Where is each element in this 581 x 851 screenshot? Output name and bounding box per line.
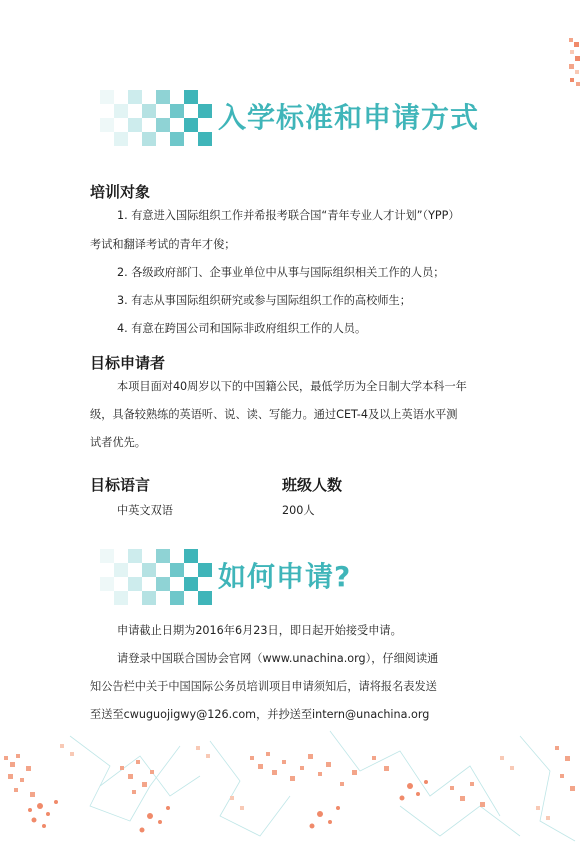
class-size-title: 班级人数 [282, 476, 343, 494]
apply-line: 至送至cwuguojigwy@126.com，并抄送至intern@unachina.org [90, 708, 430, 721]
section-header-how-to-apply [100, 549, 520, 605]
training-target-item: 考试和翻译考试的青年才俊； [90, 238, 236, 251]
training-target-item: 4. 有意在跨国公司和国际非政府组织工作的人员。 [117, 322, 367, 335]
section-header-admission [100, 90, 520, 146]
training-target-item: 3. 有志从事国际组织研究或参与国际组织工作的高校师生； [117, 294, 411, 307]
target-applicants-line: 试者优先。 [90, 436, 146, 449]
apply-line: 请登录中国联合国协会官网（www.unachina.org），仔细阅读通 [117, 652, 439, 665]
target-language-title: 目标语言 [90, 476, 151, 494]
training-targets-title: 培训对象 [90, 183, 151, 201]
section-heading: 如何申请? [218, 560, 352, 593]
class-size-value: 200人 [282, 504, 315, 517]
corner-pattern-decoration [567, 36, 581, 90]
target-applicants-line: 级，具备较熟练的英语听、说、读、写能力。通过CET-4及以上英语水平测 [90, 408, 458, 421]
target-applicants-title: 目标申请者 [90, 354, 166, 372]
target-applicants-line: 本项目面对40周岁以下的中国籍公民，最低学历为全日制大学本科一年 [117, 380, 467, 393]
training-target-item: 2. 各级政府部门、企事业单位中从事与国际组织相关工作的人员； [117, 266, 445, 279]
training-target-item: 1. 有意进入国际组织工作并希报考联合国“青年专业人才计划”（YPP） [117, 209, 460, 222]
checker-squares-icon [100, 549, 212, 605]
target-language-value: 中英文双语 [117, 504, 173, 517]
checker-squares-icon [100, 90, 212, 146]
apply-line: 申请截止日期为2016年6月23日，即日起开始接受申请。 [117, 624, 402, 637]
footer-pattern-decoration [0, 726, 581, 851]
section-heading: 入学标准和申请方式 [218, 101, 480, 134]
apply-line: 知公告栏中关于中国国际公务员培训项目申请须知后，请将报名表发送 [90, 680, 437, 693]
